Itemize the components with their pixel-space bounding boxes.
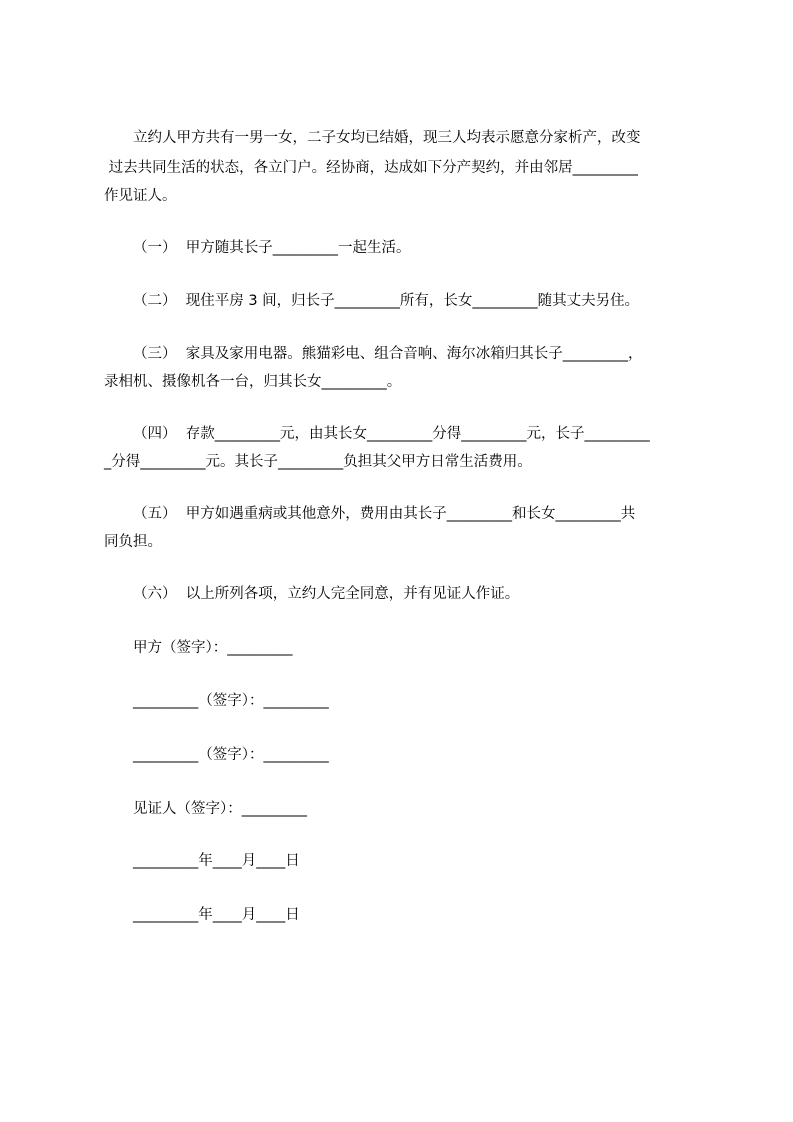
signature-party-b: _________（签字）：_________ [133,693,329,709]
clause-4-line-2: _分得_________元。其长子_________负担其父甲方日常生活费用。 [104,454,532,470]
date-line-1: _________年____月____日 [133,853,300,869]
clause-3-line-2: 录相机、摄像机各一台，归其长女_________。 [104,374,402,390]
signature-party-a: 甲方（签字）：_________ [133,640,293,656]
clause-6: （六） 以上所列各项，立约人完全同意，并有见证人作证。 [133,586,520,602]
intro-line-1: 立约人甲方共有一男一女，二子女均已结婚，现三人均表示愿意分家析产，改变 [133,130,641,146]
clause-2: （二） 现住平房 3 间，归长子_________所有，长女_________随其丈夫另住。 [133,293,640,309]
intro-line-3: 作见证人。 [104,188,177,204]
clause-5-line-1: （五） 甲方如遇重病或其他意外，费用由其长子_________和长女_________共 [133,506,636,522]
clause-5-line-2: 同负担。 [104,534,162,550]
signature-witness: 见证人（签字）：_________ [133,801,307,817]
intro-line-2: 过去共同生活的状态，各立门户。经协商，达成如下分产契约，并由邻居_________ [104,160,638,176]
clause-4-line-1: （四） 存款_________元，由其长女_________分得_________元，长子_________ [133,426,650,442]
signature-party-c: _________（签字）：_________ [133,747,329,763]
date-line-2: _________年____月____日 [133,907,300,923]
clause-3-line-1: （三） 家具及家用电器。熊猫彩电、组合音响、海尔冰箱归其长子_________， [133,346,643,362]
clause-1: （一） 甲方随其长子_________一起生活。 [133,240,411,256]
